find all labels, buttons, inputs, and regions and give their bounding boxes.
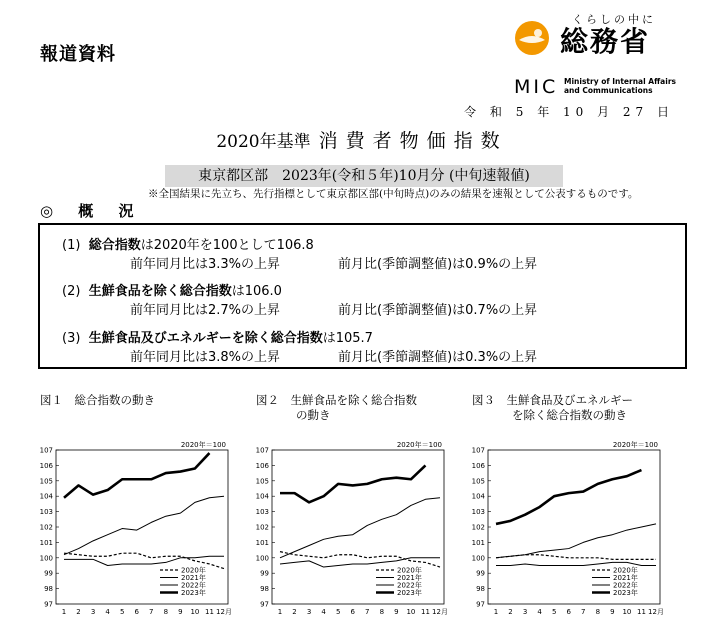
summary-2-num: (2) (62, 284, 81, 299)
x-tick-label: 2 (292, 608, 297, 616)
series-line-2021年 (64, 556, 224, 565)
summary-1-yoy: 前年同月比は3.3%の上昇 (130, 257, 281, 272)
y-tick-label: 102 (471, 523, 485, 532)
x-tick-label: 7 (149, 608, 154, 616)
figure-3-caption-line1: 図３ 生鮮食品及びエネルギー (472, 393, 633, 407)
x-tick-label: 9 (178, 608, 183, 616)
y-tick-label: 107 (39, 446, 53, 455)
overview-heading: ◎ 概 況 (40, 202, 144, 220)
y-tick-label: 98 (476, 585, 485, 594)
x-tick-label: 4 (105, 608, 110, 616)
series-line-2022年 (280, 498, 440, 558)
x-tick-label: 11 (204, 608, 214, 616)
summary-3-name: 生鮮食品及びエネルギーを除く総合指数 (88, 331, 323, 346)
legend-label: 2023年 (397, 589, 422, 597)
x-tick-label: 8 (595, 608, 601, 616)
y-tick-label: 102 (255, 523, 269, 532)
y-tick-label: 105 (39, 477, 53, 486)
y-tick-label: 106 (471, 461, 485, 470)
base-note: 2020年＝100 (612, 441, 658, 449)
y-tick-label: 101 (255, 538, 269, 547)
y-tick-label: 97 (44, 600, 53, 609)
summary-3-yoy: 前年同月比は3.8%の上昇 (130, 350, 281, 365)
y-tick-label: 107 (471, 446, 485, 455)
x-tick-label: 1 (277, 608, 283, 616)
footnote: ※全国結果に先立ち、先行指標として東京都区部(中旬時点)のみの結果を速報として公表するものです。 (148, 188, 639, 200)
x-tick-label: 8 (163, 608, 169, 616)
summary-2-yoy: 前年同月比は2.7%の上昇 (130, 303, 281, 318)
figure-3-caption (472, 393, 633, 423)
summary-3-headline (62, 327, 373, 346)
y-tick-label: 103 (255, 508, 269, 517)
legend-label: 2023年 (613, 589, 638, 597)
summary-box (38, 223, 687, 369)
y-tick-label: 99 (44, 569, 53, 578)
x-tick-label: 10 (622, 608, 632, 616)
y-tick-label: 99 (260, 569, 269, 578)
series-line-2022年 (496, 524, 656, 558)
y-tick-label: 107 (255, 446, 269, 455)
y-tick-label: 101 (39, 538, 53, 547)
series-line-2023年 (64, 453, 209, 498)
logo-tagline: くらしの中に (572, 13, 656, 26)
legend-label: 2020年 (397, 566, 422, 575)
summary-2-name: 生鮮食品を除く総合指数 (88, 284, 232, 299)
y-tick-label: 104 (471, 492, 485, 501)
x-tick-label: 5 (335, 608, 341, 616)
summary-3-value: は105.7 (322, 331, 373, 346)
x-tick-label: 10 (190, 608, 200, 616)
x-tick-label: 12月 (216, 608, 232, 616)
series-line-2023年 (280, 465, 425, 502)
y-tick-label: 104 (255, 492, 269, 501)
x-tick-label: 11 (636, 608, 646, 616)
title-prefix: 2020年基準 (216, 132, 311, 152)
x-tick-label: 12月 (432, 608, 448, 616)
x-tick-label: 11 (420, 608, 430, 616)
x-tick-label: 6 (350, 608, 355, 616)
y-tick-label: 99 (476, 569, 485, 578)
x-tick-label: 4 (321, 608, 326, 616)
summary-3-num: (3) (62, 331, 81, 346)
y-tick-label: 102 (39, 523, 53, 532)
legend-label: 2022年 (397, 581, 422, 590)
chart-3 (462, 438, 672, 618)
summary-3-mom: 前月比(季節調整値)は0.3%の上昇 (338, 350, 538, 365)
y-tick-label: 103 (471, 508, 485, 517)
y-tick-label: 97 (260, 600, 269, 609)
summary-2-value: は106.0 (231, 284, 282, 299)
x-tick-label: 6 (134, 608, 139, 616)
summary-1-mom: 前月比(季節調整値)は0.9%の上昇 (338, 257, 538, 272)
x-tick-label: 4 (537, 608, 542, 616)
legend-label: 2023年 (181, 589, 206, 597)
release-date: 令 和 5 年 10 月 27 日 (464, 105, 674, 119)
y-tick-label: 105 (471, 477, 485, 486)
y-tick-label: 100 (471, 554, 485, 563)
base-note: 2020年＝100 (396, 441, 442, 449)
y-tick-label: 97 (476, 600, 485, 609)
base-note: 2020年＝100 (180, 441, 226, 449)
legend-label: 2020年 (613, 566, 638, 575)
report-label: 報道資料 (40, 44, 116, 65)
series-line-2021年 (496, 562, 656, 565)
figure-2-caption (256, 393, 417, 423)
y-tick-label: 105 (255, 477, 269, 486)
series-line-2022年 (64, 496, 224, 555)
legend-label: 2021年 (613, 574, 638, 582)
x-tick-label: 1 (61, 608, 67, 616)
x-tick-label: 7 (581, 608, 586, 616)
summary-2-mom: 前月比(季節調整値)は0.7%の上昇 (338, 303, 538, 318)
x-tick-label: 6 (566, 608, 571, 616)
x-tick-label: 2 (76, 608, 81, 616)
summary-1-num: (1) (62, 238, 81, 253)
mic-logo-icon (514, 20, 550, 56)
legend-label: 2022年 (613, 581, 638, 590)
x-tick-label: 10 (406, 608, 416, 616)
legend-label: 2022年 (181, 581, 206, 590)
x-tick-label: 9 (394, 608, 399, 616)
x-tick-label: 8 (379, 608, 385, 616)
legend-label: 2020年 (181, 566, 206, 575)
x-tick-label: 7 (365, 608, 370, 616)
summary-1-headline (62, 234, 314, 253)
y-tick-label: 98 (260, 585, 269, 594)
x-tick-label: 1 (493, 608, 499, 616)
legend-label: 2021年 (181, 574, 206, 582)
title-main: 消費者物価指数 (318, 130, 508, 152)
chart-2 (246, 438, 456, 618)
y-tick-label: 106 (39, 461, 53, 470)
chart-1 (30, 438, 240, 618)
x-tick-label: 3 (306, 608, 312, 616)
summary-1-value: は2020年を100として106.8 (140, 238, 314, 253)
x-tick-label: 5 (551, 608, 557, 616)
y-tick-label: 106 (255, 461, 269, 470)
document-title (0, 126, 724, 153)
legend-label: 2021年 (397, 574, 422, 582)
figure-1-caption-line1: 図１ 総合指数の動き (40, 393, 155, 407)
series-line-2023年 (496, 470, 641, 524)
x-tick-label: 5 (119, 608, 125, 616)
figure-2-caption-line1: 図２ 生鮮食品を除く総合指数 (256, 393, 417, 407)
x-tick-label: 9 (610, 608, 615, 616)
logo-name: 総務省 (560, 25, 651, 58)
x-tick-label: 2 (508, 608, 513, 616)
figure-1-caption (40, 393, 155, 408)
x-tick-label: 3 (90, 608, 96, 616)
summary-2-headline (62, 280, 282, 299)
series-line-2020年 (280, 552, 440, 567)
mic-fullname-line1: Ministry of Internal Affairs (564, 77, 676, 86)
y-tick-label: 103 (39, 508, 53, 517)
mic-abbreviation: MIC (514, 76, 559, 98)
y-tick-label: 104 (39, 492, 53, 501)
y-tick-label: 100 (39, 554, 53, 563)
x-tick-label: 12月 (648, 608, 664, 616)
mic-fullname-line2: and Communications (564, 86, 653, 95)
subtitle-banner: 東京都区部 2023年(令和５年)10月分 (中旬速報値) (165, 165, 563, 187)
y-tick-label: 100 (255, 554, 269, 563)
y-tick-label: 101 (471, 538, 485, 547)
mic-fullname (564, 77, 676, 95)
figure-2-caption-line2: の動き (296, 408, 331, 422)
figure-3-caption-line2: を除く総合指数の動き (512, 408, 627, 422)
y-tick-label: 98 (44, 585, 53, 594)
x-tick-label: 3 (522, 608, 528, 616)
summary-1-name: 総合指数 (88, 238, 141, 253)
